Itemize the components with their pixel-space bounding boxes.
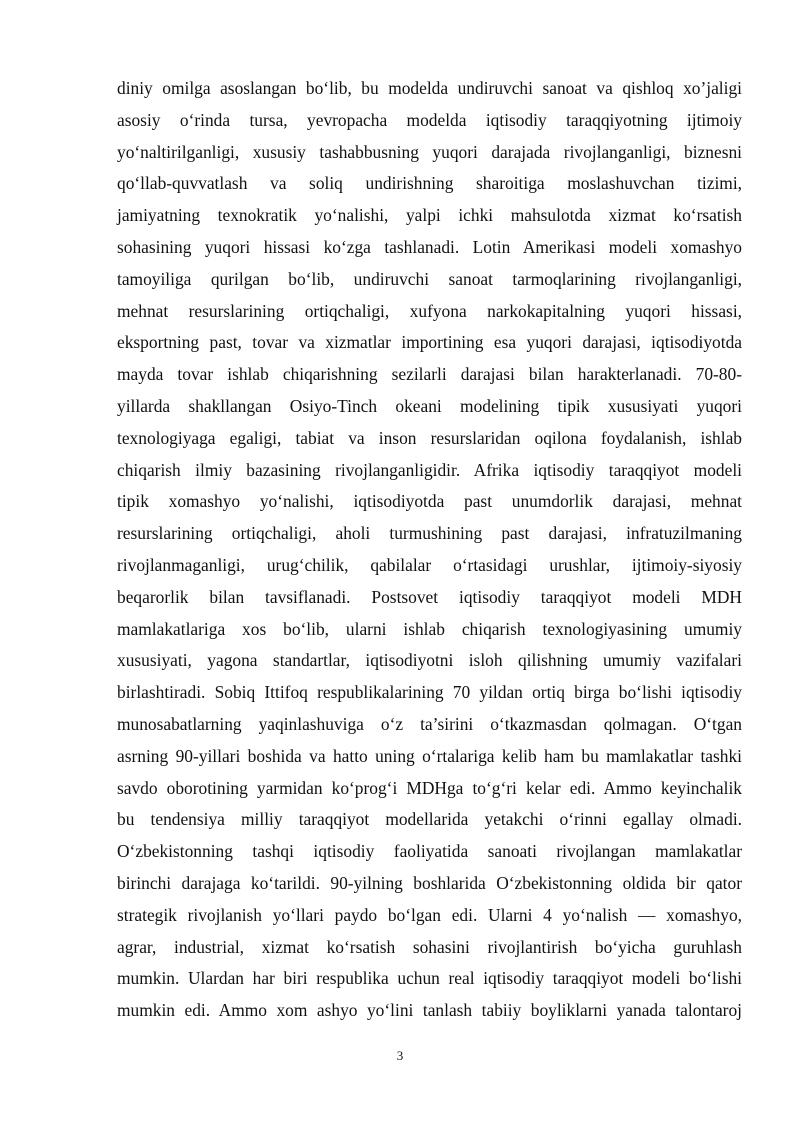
text-line: birlashtiradi. Sobiq Ittifoq respublikalarining 70 yildan ortiq birga bo‘lishi iqtisodiy <box>117 682 742 703</box>
page-number: 3 <box>396 1048 404 1063</box>
text-line: beqarorlik bilan tavsiflanadi. Postsovet iqtisodiy taraqqiyot modeli MDH <box>117 586 742 607</box>
text-line: jamiyatning texnokratik yo‘nalishi, yalpi ichki mahsulotda xizmat ko‘rsatish <box>117 205 742 226</box>
document-body <box>117 73 742 1027</box>
text-line: rivojlanmaganligi, urug‘chilik, qabilalar o‘rtasidagi urushlar, ijtimoiy-siyosiy <box>117 554 742 575</box>
text-line: mayda tovar ishlab chiqarishning sezilarli darajasi bilan harakterlanadi. 70-80- <box>117 364 742 385</box>
text-line: savdo oborotining yarmidan ko‘prog‘i MDHga to‘g‘ri kelar edi. Ammo keyinchalik <box>117 777 742 798</box>
text-line: eksportning past, tovar va xizmatlar importining esa yuqori darajasi, iqtisodiyotda <box>117 332 742 353</box>
text-line: agrar, industrial, xizmat ko‘rsatish sohasini rivojlantirish bo‘yicha guruhlash <box>117 936 742 957</box>
text-line: qo‘llab-quvvatlash va soliq undirishning sharoitiga moslashuvchan tizimi, <box>117 173 742 194</box>
text-line: mehnat resurslarining ortiqchaligi, xufyona narkokapitalning yuqori hissasi, <box>117 300 742 321</box>
text-line: mamlakatlariga xos bo‘lib, ularni ishlab chiqarish texnologiyasining umumiy <box>117 618 742 639</box>
text-line: bu tendensiya milliy taraqqiyot modellarida yetakchi o‘rinni egallay olmadi. <box>117 809 742 830</box>
text-line: yillarda shakllangan Osiyo-Tinch okeani modelining tipik xususiyati yuqori <box>117 395 742 416</box>
text-line: texnologiyaga egaligi, tabiat va inson resurslaridan oqilona foydalanish, ishlab <box>117 427 742 448</box>
text-line: mumkin edi. Ammo xom ashyo yo‘lini tanlash tabiiy boyliklarni yanada talontaroj <box>117 1000 742 1021</box>
text-line: asrning 90-yillari boshida va hatto uning o‘rtalariga kelib ham bu mamlakatlar tashki <box>117 745 742 766</box>
text-line: tamoyiliga qurilgan bo‘lib, undiruvchi sanoat tarmoqlarining rivojlanganligi, <box>117 268 742 289</box>
text-line: mumkin. Ulardan har biri respublika uchun real iqtisodiy taraqqiyot modeli bo‘lishi <box>117 968 742 989</box>
text-line: O‘zbekistonning tashqi iqtisodiy faoliyatida sanoati rivojlangan mamlakatlar <box>117 841 742 862</box>
text-line: birinchi darajaga ko‘tarildi. 90-yilning boshlarida O‘zbekistonning oldida bir qator <box>117 872 742 893</box>
text-line: chiqarish ilmiy bazasining rivojlanganligidir. Afrika iqtisodiy taraqqiyot modeli <box>117 459 742 480</box>
text-line: diniy omilga asoslangan bo‘lib, bu modelda undiruvchi sanoat va qishloq xo’jaligi <box>117 78 742 98</box>
text-line: tipik xomashyo yo‘nalishi, iqtisodiyotda past unumdorlik darajasi, mehnat <box>117 491 742 512</box>
text-line: strategik rivojlanish yo‘llari paydo bo‘lgan edi. Ularni 4 yo‘nalish — xomashyo, <box>117 904 742 925</box>
text-line: xususiyati, yagona standartlar, iqtisodiyotni isloh qilishning umumiy vazifalari <box>117 650 742 671</box>
text-line: asosiy o‘rinda tursa, yevropacha modelda iqtisodiy taraqqiyotning ijtimoiy <box>117 109 742 130</box>
text-line: sohasining yuqori hissasi ko‘zga tashlanadi. Lotin Amerikasi modeli xomashyo <box>117 236 742 257</box>
text-line: resurslarining ortiqchaligi, aholi turmushining past darajasi, infratuzilmaning <box>117 523 742 544</box>
text-line: munosabatlarning yaqinlashuviga o‘z ta’sirini o‘tkazmasdan qolmagan. O‘tgan <box>117 713 742 734</box>
text-line: yo‘naltirilganligi, xususiy tashabbusning yuqori darajada rivojlanganligi, biznesni <box>117 141 742 162</box>
